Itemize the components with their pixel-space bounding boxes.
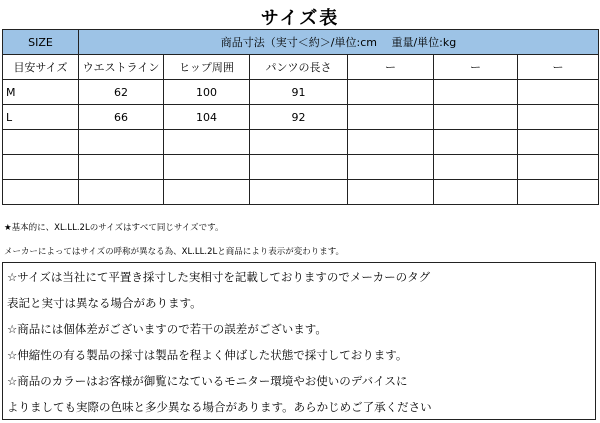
table-cell: 62 [79,80,164,105]
table-row [3,80,599,105]
table-cell [79,130,164,155]
table-cell: 91 [250,80,348,105]
table-cell [3,130,79,155]
table-header-row [3,30,599,55]
disclaimer-line: ☆商品のカラーはお客様が御覧になているモニター環境やお使いのデバイスに [7,374,408,388]
table-cell [348,130,434,155]
table-cell [3,155,79,180]
table-cell [348,155,434,180]
table-cell [164,180,250,205]
table-cell [518,105,599,130]
measurement-header-cell: 商品寸法（実寸＜約＞/単位:cm 重量/単位:kg [79,30,599,55]
column-label-row [3,55,599,80]
table-row [3,130,599,155]
disclaimer-box [2,262,596,420]
table-cell: 92 [250,105,348,130]
table-row [3,155,599,180]
table-cell [348,105,434,130]
table-cell: 66 [79,105,164,130]
table-row [3,180,599,205]
column-label: ー [434,55,518,80]
column-label: ウエストライン [79,55,164,80]
table-cell [164,130,250,155]
disclaimer-line: ☆商品には個体差がございますので若干の誤差がございます。 [7,322,327,336]
table-cell [79,155,164,180]
page-title: サイズ表 [260,8,340,29]
column-label: 目安サイズ [3,55,79,80]
table-cell: 100 [164,80,250,105]
table-cell [434,80,518,105]
size-table [2,29,599,205]
table-cell [348,180,434,205]
table-cell [3,180,79,205]
table-cell [434,130,518,155]
table-cell [434,105,518,130]
table-cell [348,80,434,105]
table-cell [518,80,599,105]
table-cell [79,180,164,205]
column-label: ヒップ周囲 [164,55,250,80]
table-cell [250,180,348,205]
column-label: ー [348,55,434,80]
table-cell [518,155,599,180]
table-cell: L [3,105,79,130]
column-label: パンツの長さ [250,55,348,80]
table-cell [164,155,250,180]
table-row [3,105,599,130]
column-label: ー [518,55,599,80]
table-cell [518,180,599,205]
disclaimer-line: よりましても実際の色味と多少異なる場合があります。あらかじめご了承ください [7,400,432,414]
table-cell: M [3,80,79,105]
disclaimer-line: 表記と実寸は異なる場合があります。 [7,296,202,310]
table-cell [250,130,348,155]
table-cell [518,130,599,155]
table-cell [434,155,518,180]
size-note-line: ★基本的に、XL.LL.2Lのサイズはすべて同じサイズです。 [4,223,224,233]
table-cell [250,155,348,180]
disclaimer-line: ☆サイズは当社にて平置き採寸した実相寸を記載しておりますのでメーカーのタグ [7,270,431,284]
table-cell [434,180,518,205]
size-header-cell: SIZE [3,30,79,55]
disclaimer-line: ☆伸縮性の有る製品の採寸は製品を程よく伸ばした状態で採寸しております。 [7,348,408,362]
size-note-line: メーカーによってはサイズの呼称が異なる為、XL.LL.2Lと商品により表示が変わります。 [4,247,345,257]
table-cell: 104 [164,105,250,130]
